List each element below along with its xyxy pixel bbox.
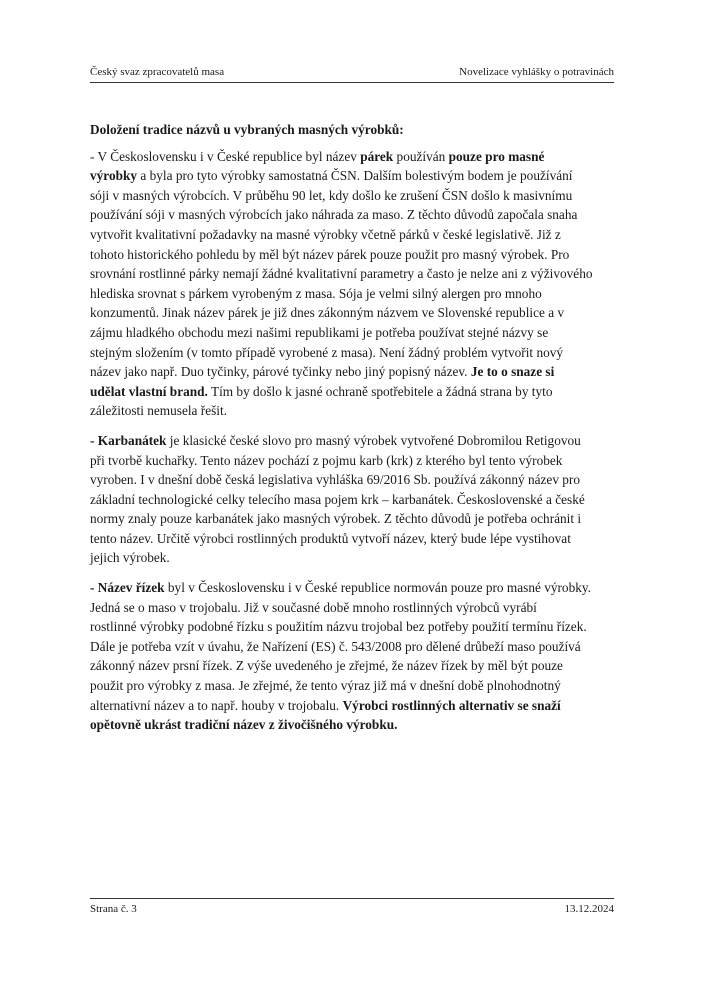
text-run: sóji v masných výrobcích. V průběhu 90 let, kdy došlo ke zrušení ČSN došlo k masivnímu <box>90 187 573 203</box>
text-line <box>90 205 617 225</box>
text-run: použit pro výrobky z masa. Je zřejmé, že tento výraz již má v dnešní době plnohodnotný <box>90 678 561 694</box>
text-run: název jako např. Duo tyčinky, párové tyčinky nebo jiný popisný název. <box>90 364 471 380</box>
text-line <box>90 431 617 451</box>
text-run: vytvořit kvalitativní požadavky na masné výrobky včetně párků v české legislativě. Již z <box>90 226 561 242</box>
text-line <box>90 186 617 206</box>
text-line <box>90 578 617 598</box>
text-run: zájmu hladkého obchodu mezi našimi republikami je potřeba používat stejné názvy se <box>90 324 549 340</box>
paragraph <box>90 147 617 421</box>
text-line <box>90 470 617 490</box>
text-line <box>90 166 617 186</box>
text-run: konzumentů. Jinak název párek je již dnes zákonným názvem ve Slovenské republice a v <box>90 305 565 321</box>
text-run: byl v Československu i v České republice normován pouze pro masné výrobky. <box>164 580 591 596</box>
page-number: Strana č. 3 <box>90 903 137 915</box>
text-run: hlediska srovnat s párkem vyrobeným z masa. Sója je velmi silný alergen pro mnoho <box>90 285 542 301</box>
text-run: zákonný název prsní řízek. Z výše uvedeného je zřejmé, že název řízek by měl být pouze <box>90 658 563 674</box>
text-run: používán <box>393 148 449 164</box>
document-body <box>90 120 617 745</box>
text-line <box>90 225 617 245</box>
text-line <box>90 696 617 716</box>
text-line <box>90 637 617 657</box>
section-heading: Doložení tradice názvů u vybraných masných výrobků: <box>90 122 404 137</box>
paragraph <box>90 578 617 735</box>
text-run: alternativní název a to např. houby v trojobalu. <box>90 697 343 713</box>
text-line <box>90 343 617 363</box>
text-run: vyroben. I v dnešní době česká legislativa vyhláška 69/2016 Sb. používá zákonný název pro <box>90 472 581 488</box>
text-line <box>90 529 617 549</box>
bold-text: Výrobci rostlinných alternativ se snaží <box>342 697 561 713</box>
bold-text: opětovně ukrást tradiční název z živočišného výrobku. <box>90 717 398 733</box>
text-line <box>90 656 617 676</box>
page-footer <box>90 898 614 915</box>
paragraphs <box>90 147 617 735</box>
header-document-title: Novelizace vyhlášky o potravinách <box>459 66 614 78</box>
text-line <box>90 598 617 618</box>
text-run: používání sóji v masných výrobcích jako náhrada za maso. Z těchto důvodů započala snaha <box>90 207 578 223</box>
text-line <box>90 264 617 284</box>
text-line <box>90 382 617 402</box>
text-run: je klasické české slovo pro masný výrobek vytvořené Dobromilou Retigovou <box>166 432 581 448</box>
text-line <box>90 715 617 735</box>
text-run: normy znaly pouze karbanátek jako masných výrobek. Z těchto důvodů je potřeba ochránit i <box>90 511 582 527</box>
text-run: srovnání rostlinné párky nemají žádné kvalitativní parametry a často je nelze ani z výživového <box>90 266 593 282</box>
bold-text: udělat vlastní brand. <box>90 383 208 399</box>
text-line <box>90 548 617 568</box>
bold-text: párek <box>360 148 394 164</box>
paragraph <box>90 431 617 568</box>
text-line <box>90 245 617 265</box>
text-run: tohoto historického pohledu by měl být název párek pouze použit pro masný výrobek. Pro <box>90 246 570 262</box>
text-run: při tvorbě kuchařky. Tento název pochází z pojmu karb (krk) z kterého byl tento výrobek <box>90 452 563 468</box>
text-run: Tím by došlo k jasné ochraně spotřebitele a žádná strana by tyto <box>207 383 553 399</box>
text-line <box>90 490 617 510</box>
text-line <box>90 509 617 529</box>
text-run: základní technologické celky telecího masa pojem krk – karbanátek. Československé a české <box>90 491 585 507</box>
text-run: Dále je potřeba vzít v úvahu, že Nařízení (ES) č. 543/2008 pro dělené drůbeží maso používá <box>90 638 581 654</box>
bold-text: pouze pro masné <box>448 148 545 164</box>
bold-text: výrobky <box>90 168 138 184</box>
bold-text: - Karbanátek <box>90 432 167 448</box>
text-run: stejným složením (v tomto případě vyrobené z masa). Není žádný problém vytvořit nový <box>90 344 564 360</box>
text-line <box>90 617 617 637</box>
page-header <box>90 66 614 83</box>
text-line <box>90 676 617 696</box>
text-run: - V Československu i v České republice byl název <box>90 148 361 164</box>
text-line <box>90 401 617 421</box>
bold-text: Je to o snaze si <box>470 364 555 380</box>
text-line <box>90 284 617 304</box>
text-line <box>90 323 617 343</box>
bold-text: - Název řízek <box>90 580 165 596</box>
text-line <box>90 303 617 323</box>
text-line <box>90 147 617 167</box>
text-run: jejich výrobek. <box>90 550 170 566</box>
text-line <box>90 362 617 382</box>
text-run: tento název. Určitě výrobci rostlinných produktů vytvoří název, který bude lépe vystihovat <box>90 530 571 546</box>
text-run: rostlinné výrobky podobné řízku s použitím názvu trojobal bez potřeby použití termínu řízek. <box>90 619 587 635</box>
text-run: Jedná se o maso v trojobalu. Již v současné době mnoho rostlinných výrobců vyrábí <box>90 599 537 615</box>
text-run: záležitosti nemusela řešit. <box>90 403 227 419</box>
text-run: a byla pro tyto výrobky samostatná ČSN. Dalším bolestivým bodem je používání <box>137 168 573 184</box>
header-organization: Český svaz zpracovatelů masa <box>90 66 225 78</box>
document-date: 13.12.2024 <box>564 903 614 915</box>
text-line <box>90 451 617 471</box>
